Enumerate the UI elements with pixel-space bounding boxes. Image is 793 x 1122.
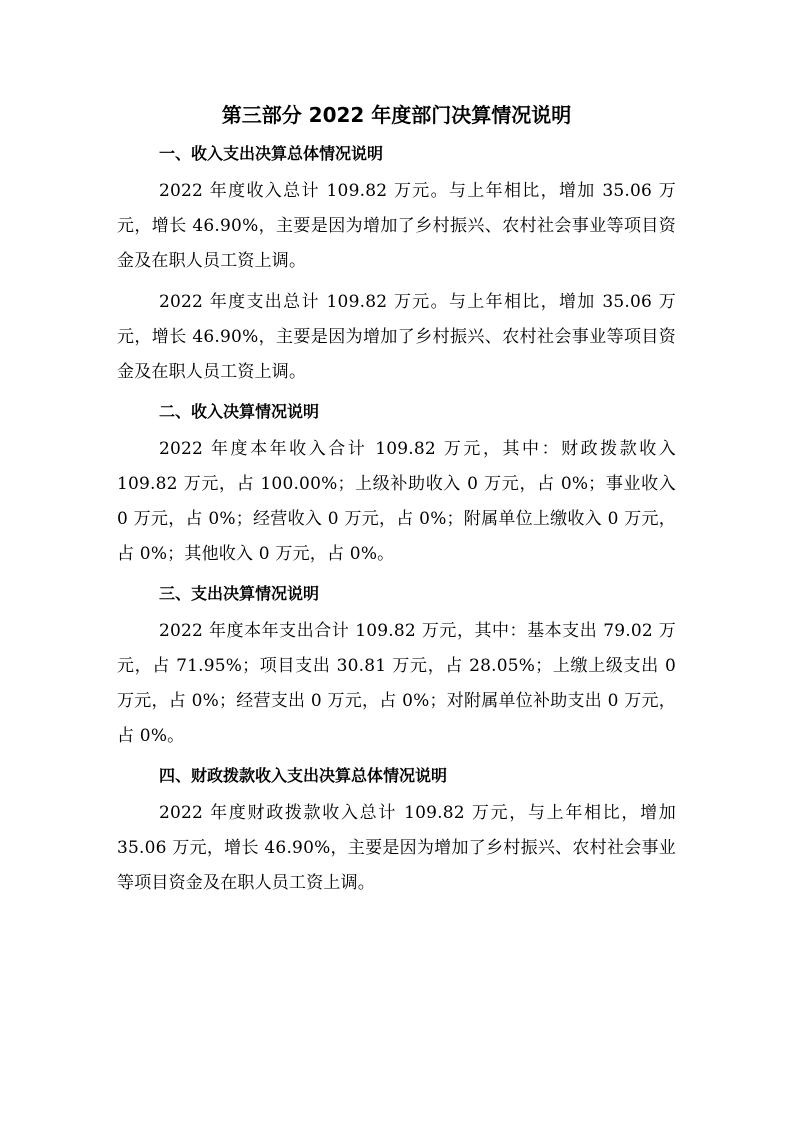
paragraph-expense-detail: 2022 年度本年支出合计 109.82 万元，其中：基本支出 79.02 万元，占 71.95%；项目支出 30.81 万元，占 28.05%；上缴上级支出 0 万元，占 0%；经营支出 0 万元，占 0%；对附属单位补助支出 0 万元，占 0%。 — [117, 621, 676, 746]
section-heading: 三、支出决算情况说明 — [159, 584, 320, 603]
paragraph-expense-total: 2022 年度支出总计 109.82 万元。与上年相比，增加 35.06 万元，增长 46.90%，主要是因为增加了乡村振兴、农村社会事业等项目资金及在职人员工资上调。 — [117, 292, 676, 382]
section-heading: 二、收入决算情况说明 — [159, 402, 320, 421]
paragraph-income-total: 2022 年度收入总计 109.82 万元。与上年相比，增加 35.06 万元，增长 46.90%，主要是因为增加了乡村振兴、农村社会事业等项目资金及在职人员工资上调。 — [117, 181, 676, 271]
page-title: 第三部分 2022 年度部门决算情况说明 — [221, 103, 572, 127]
paragraph-fiscal-total: 2022 年度财政拨款收入总计 109.82 万元，与上年相比，增加 35.06 万元，增长 46.90%，主要是因为增加了乡村振兴、农村社会事业等项目资金及在职人员工资上调。 — [117, 803, 676, 893]
section-expense — [117, 578, 676, 754]
section-fiscal — [117, 760, 676, 901]
paragraph-income-detail: 2022 年度本年收入合计 109.82 万元，其中：财政拨款收入 109.82 万元，占 100.00%；上级补助收入 0 万元，占 0%；事业收入 0 万元，占 0%；经营收入 0 万元，占 0%；附属单位上缴收入 0 万元，占 0%；其他收入 0 万元，占 0%。 — [117, 439, 676, 564]
section-overall — [117, 138, 676, 390]
section-heading: 一、收入支出决算总体情况说明 — [159, 144, 384, 163]
section-income — [117, 396, 676, 572]
section-heading: 四、财政拨款收入支出决算总体情况说明 — [159, 766, 448, 785]
